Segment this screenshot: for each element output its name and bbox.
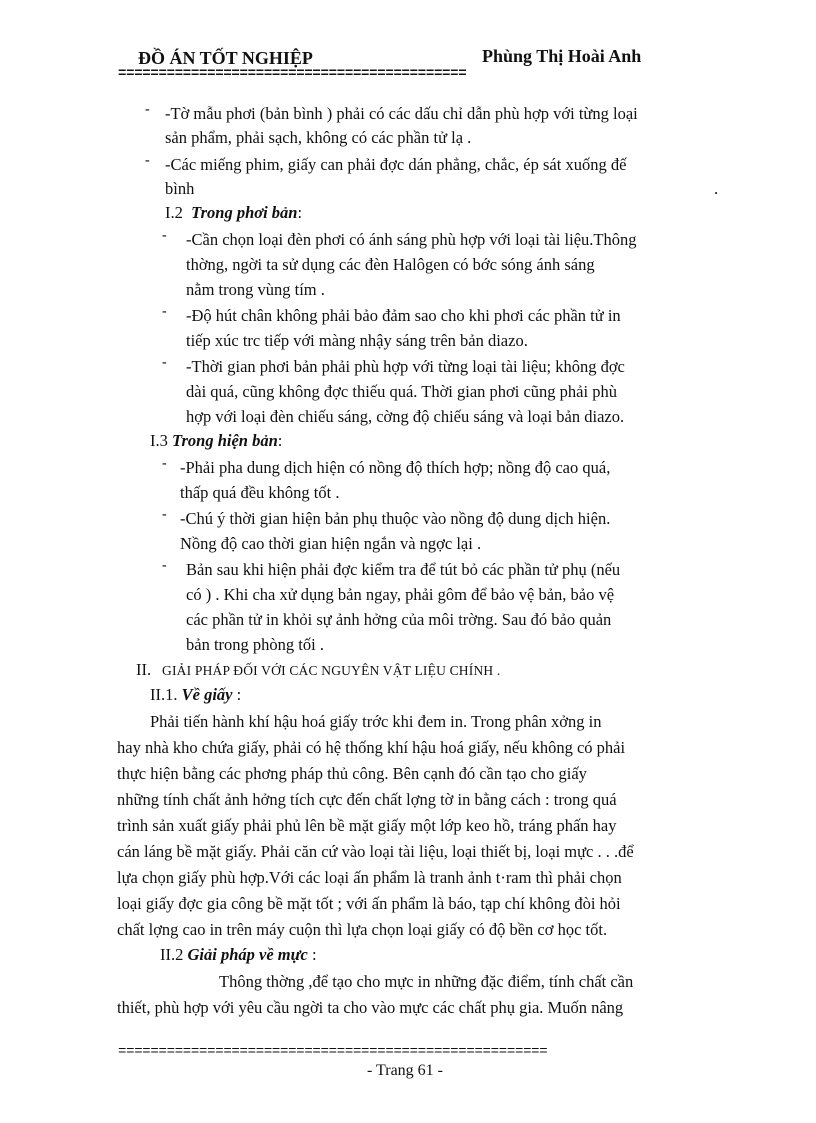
section-title-ii xyxy=(162,663,501,679)
bullet-marker: - xyxy=(162,507,167,522)
text-line: có ) . Khi cha xử dụng bản ngay, phải gôm để bảo vệ bản, bảo vệ xyxy=(186,585,615,604)
page-number: - Trang 61 - xyxy=(367,1062,444,1079)
text-line: chất lợng cao in trên máy cuộn thì lựa chọn loại giấy có độ bền cơ học tốt. xyxy=(117,920,608,939)
section-heading-i3 xyxy=(150,431,282,451)
section-colon: : xyxy=(297,203,303,222)
section-heading-ii1 xyxy=(150,685,241,705)
section-heading-ii2 xyxy=(160,945,317,965)
text-line: thiết, phù hợp với yêu cầu ngời ta cho vào mực các chất phụ gia. Muốn nâng xyxy=(117,998,624,1017)
text-line: nằm trong vùng tím . xyxy=(186,280,325,299)
text-line: những tính chất ảnh hởng tích cực đến chất lợng tờ in bằng cách : trong quá xyxy=(117,790,617,809)
text-line: bản trong phòng tối . xyxy=(186,635,324,654)
section-title: Về giấy xyxy=(181,685,233,704)
text-line: -Độ hút chân không phải bảo đảm sao cho khi phơi các phần tử in xyxy=(186,306,621,325)
text-line: các phần tử in khỏi sự ảnh hởng của môi trờng. Sau đó bảo quản xyxy=(186,610,612,629)
section-colon: : xyxy=(277,431,283,450)
bullet-marker: - xyxy=(162,456,167,471)
header-title: ĐỒ ÁN TỐT NGHIỆP xyxy=(138,48,313,68)
section-title: Giải pháp về mực xyxy=(187,945,308,964)
text-line: Phải tiến hành khí hậu hoá giấy trớc khi đem in. Trong phân xởng in xyxy=(150,712,602,731)
section-title: Trong phơi bản xyxy=(191,203,298,222)
section-colon: : xyxy=(232,685,242,704)
text-line: thấp quá đều không tốt . xyxy=(180,483,340,502)
section-number: II.1. xyxy=(150,685,178,704)
text-line: tiếp xúc trc tiếp với màng nhậy sáng trên bản diazo. xyxy=(186,331,528,350)
text-line: -Chú ý thời gian hiện bản phụ thuộc vào nồng độ dung dịch hiện. xyxy=(180,509,611,528)
bullet-marker: - xyxy=(162,228,167,243)
text-line: hợp với loại đèn chiếu sáng, cờng độ chiếu sáng và loại bản diazo. xyxy=(186,407,625,426)
text-line: dài quá, cũng không đợc thiếu quá. Thời gian phơi cũng phải phù xyxy=(186,382,617,401)
text-line: Thông thờng ,để tạo cho mực in những đặc điểm, tính chất cần xyxy=(219,972,634,991)
text-line: Nồng độ cao thời gian hiện ngắn và ngợc lại . xyxy=(180,534,482,553)
text-line: -Thời gian phơi bản phải phù hợp với từng loại tài liệu; không đợc xyxy=(186,357,625,376)
text-line: bình xyxy=(165,179,195,198)
section-number: I.3 xyxy=(150,431,168,450)
text-line: -Phải pha dung dịch hiện có nồng độ thích hợp; nồng độ cao quá, xyxy=(180,458,611,477)
section-title-text: GIẢI PHÁP ĐỐI VỚI CÁC NGUYÊN VẬT LIỆU CHÍNH xyxy=(162,663,494,678)
header-author: Phùng Thị Hoài Anh xyxy=(482,46,642,66)
text-line: lựa chọn giấy phù hợp.Với các loại ấn phẩm là tranh ảnh t·ram thì phải chọn xyxy=(117,868,622,887)
text-line: trình sản xuất giấy phải phủ lên bề mặt giấy một lớp keo hồ, tráng phấn hay xyxy=(117,816,617,835)
text-line: thực hiện bằng các phơng pháp thủ công. Bên cạnh đó cần tạo cho giấy xyxy=(117,764,587,783)
section-colon: : xyxy=(307,945,317,964)
text-line: Bản sau khi hiện phải đợc kiểm tra để tút bỏ các phần tử phụ (nếu xyxy=(186,560,621,579)
section-heading-i2 xyxy=(165,203,302,223)
header-rule: =========================================== xyxy=(118,66,467,82)
section-number: I.2 xyxy=(165,203,183,222)
footer-rule: ===================================================== xyxy=(118,1044,548,1060)
section-dot: . xyxy=(496,663,501,678)
bullet-marker: - xyxy=(145,102,150,117)
text-line: . xyxy=(714,179,719,198)
section-title: Trong hiện bản xyxy=(172,431,278,450)
text-line: -Tờ mẫu phơi (bản bình ) phải có các dấu chỉ dẫn phù hợp với từng loại xyxy=(165,104,638,123)
text-line: -Các miếng phim, giấy can phải đợc dán phẳng, chắc, ép sát xuống đế xyxy=(165,155,627,174)
text-line: cán láng bề mặt giấy. Phải căn cứ vào loại tài liệu, loại thiết bị, loại mực . . .để xyxy=(117,842,634,861)
text-line: loại giấy đợc gia công bề mặt tốt ; với ấn phẩm là báo, tạp chí không đòi hỏi xyxy=(117,894,621,913)
text-line: sản phẩm, phải sạch, không có các phần tử lạ . xyxy=(165,128,472,147)
bullet-marker: - xyxy=(162,558,167,573)
section-number-ii: II. xyxy=(136,660,152,679)
section-number: II.2 xyxy=(160,945,184,964)
text-line: thờng, ngời ta sử dụng các đèn Halôgen có bớc sóng ánh sáng xyxy=(186,255,595,274)
bullet-marker: - xyxy=(162,355,167,370)
text-line: -Cần chọn loại đèn phơi có ánh sáng phù hợp với loại tài liệu.Thông xyxy=(186,230,637,249)
text-line: hay nhà kho chứa giấy, phải có hệ thống khí hậu hoá giấy, nếu không có phải xyxy=(117,738,626,757)
bullet-marker: - xyxy=(145,153,150,168)
bullet-marker: - xyxy=(162,304,167,319)
